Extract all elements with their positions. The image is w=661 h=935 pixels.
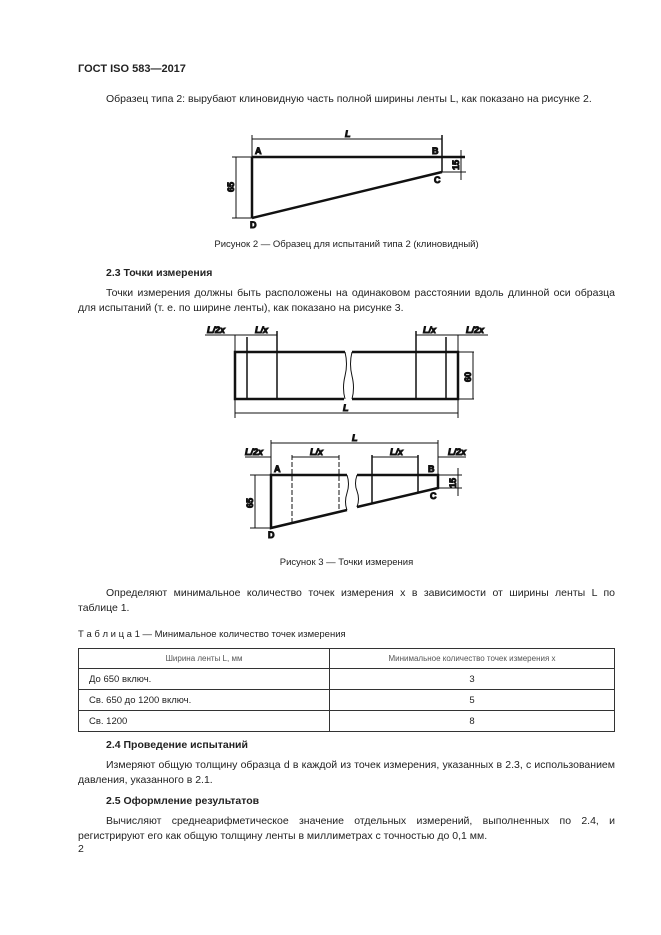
fig2-label-D: D xyxy=(250,220,257,230)
fig3a-label-half-left: L/2x xyxy=(207,325,226,335)
section-2-5-heading: 2.5 Оформление результатов xyxy=(106,795,260,807)
intro-paragraph: Образец типа 2: вырубают клиновидную часть полной ширины ленты L, как показано на рисунке 2. xyxy=(106,93,592,105)
fig2-dim-65: 65 xyxy=(226,181,236,192)
fig2-label-L: L xyxy=(345,129,351,139)
column-header: Минимальное количество точек измерения x xyxy=(330,649,615,669)
fig3b-label-step-right: L/x xyxy=(390,447,404,457)
fig3b-label-D: D xyxy=(268,530,275,540)
table-row xyxy=(79,669,615,690)
fig2-label-B: B xyxy=(432,146,439,156)
fig2-dim-15: 15 xyxy=(451,159,461,170)
figure-2-caption: Рисунок 2 — Образец для испытаний типа 2 (клиновидный) xyxy=(214,239,479,250)
table-cell: 3 xyxy=(330,669,615,690)
section-2-3-text: Точки измерения должны быть расположены на одинаковом расстоянии вдоль длинной оси образца для испытаний (т. е. по ширине ленты), как показано на рисунке 3. xyxy=(78,287,615,314)
fig3a-label-step-left: L/x xyxy=(255,325,269,335)
figure-3-rectangular-drawing xyxy=(205,325,488,418)
fig2-label-A: A xyxy=(255,146,262,156)
column-header: Ширина ленты L, мм xyxy=(79,649,330,669)
fig3a-dim-60: 60 xyxy=(463,371,473,382)
table-cell: Св. 650 до 1200 включ. xyxy=(79,690,330,711)
fig3a-label-step-right: L/x xyxy=(423,325,437,335)
fig2-label-C: C xyxy=(434,175,441,185)
fig3b-dim-65: 65 xyxy=(245,497,255,508)
table-header-row xyxy=(79,649,615,669)
figure-3-caption: Рисунок 3 — Точки измерения xyxy=(279,557,414,568)
table-row xyxy=(79,690,615,711)
section-2-4-text: Измеряют общую толщину образца d в каждой из точек измерения, указанных в 2.3, с использованием давления, указанного в 2.1. xyxy=(78,759,615,786)
fig3b-label-B: B xyxy=(428,464,435,474)
fig3b-label-step-left: L/x xyxy=(310,447,324,457)
table-1 xyxy=(78,648,615,732)
fig3b-label-half-right: L/2x xyxy=(448,447,467,457)
table-cell: Св. 1200 xyxy=(79,711,330,732)
figure-3-wedge-drawing xyxy=(245,433,467,540)
table-row xyxy=(79,711,615,732)
fig3b-label-half-left: L/2x xyxy=(245,447,264,457)
table-caption: Т а б л и ц а 1 — Минимальное количество точек измерения xyxy=(78,629,346,640)
section-2-5-text: Вычисляют среднеарифметическое значение отдельных измерений, выполненных по 2.4, и регистрируют его как общую толщину ленты в миллиметрах с точностью до 0,1 мм. xyxy=(78,815,615,842)
fig3b-dim-15: 15 xyxy=(448,477,458,488)
fig3b-label-L: L xyxy=(352,433,358,443)
fig3b-label-C: C xyxy=(430,491,437,501)
figure-2-drawing xyxy=(226,129,466,230)
fig3a-label-half-right: L/2x xyxy=(466,325,485,335)
page-number: 2 xyxy=(78,843,84,855)
document-header: ГОСТ ISO 583—2017 xyxy=(78,63,186,75)
table-cell: 8 xyxy=(330,711,615,732)
table-cell: 5 xyxy=(330,690,615,711)
fig3a-label-L: L xyxy=(343,403,349,413)
section-2-3-heading: 2.3 Точки измерения xyxy=(106,267,213,279)
table-cell: До 650 включ. xyxy=(79,669,330,690)
table-intro-paragraph: Определяют минимальное количество точек измерения x в зависимости от ширины ленты L по таблице 1. xyxy=(78,587,615,614)
fig3b-label-A: A xyxy=(274,464,281,474)
section-2-4-heading: 2.4 Проведение испытаний xyxy=(106,739,248,751)
